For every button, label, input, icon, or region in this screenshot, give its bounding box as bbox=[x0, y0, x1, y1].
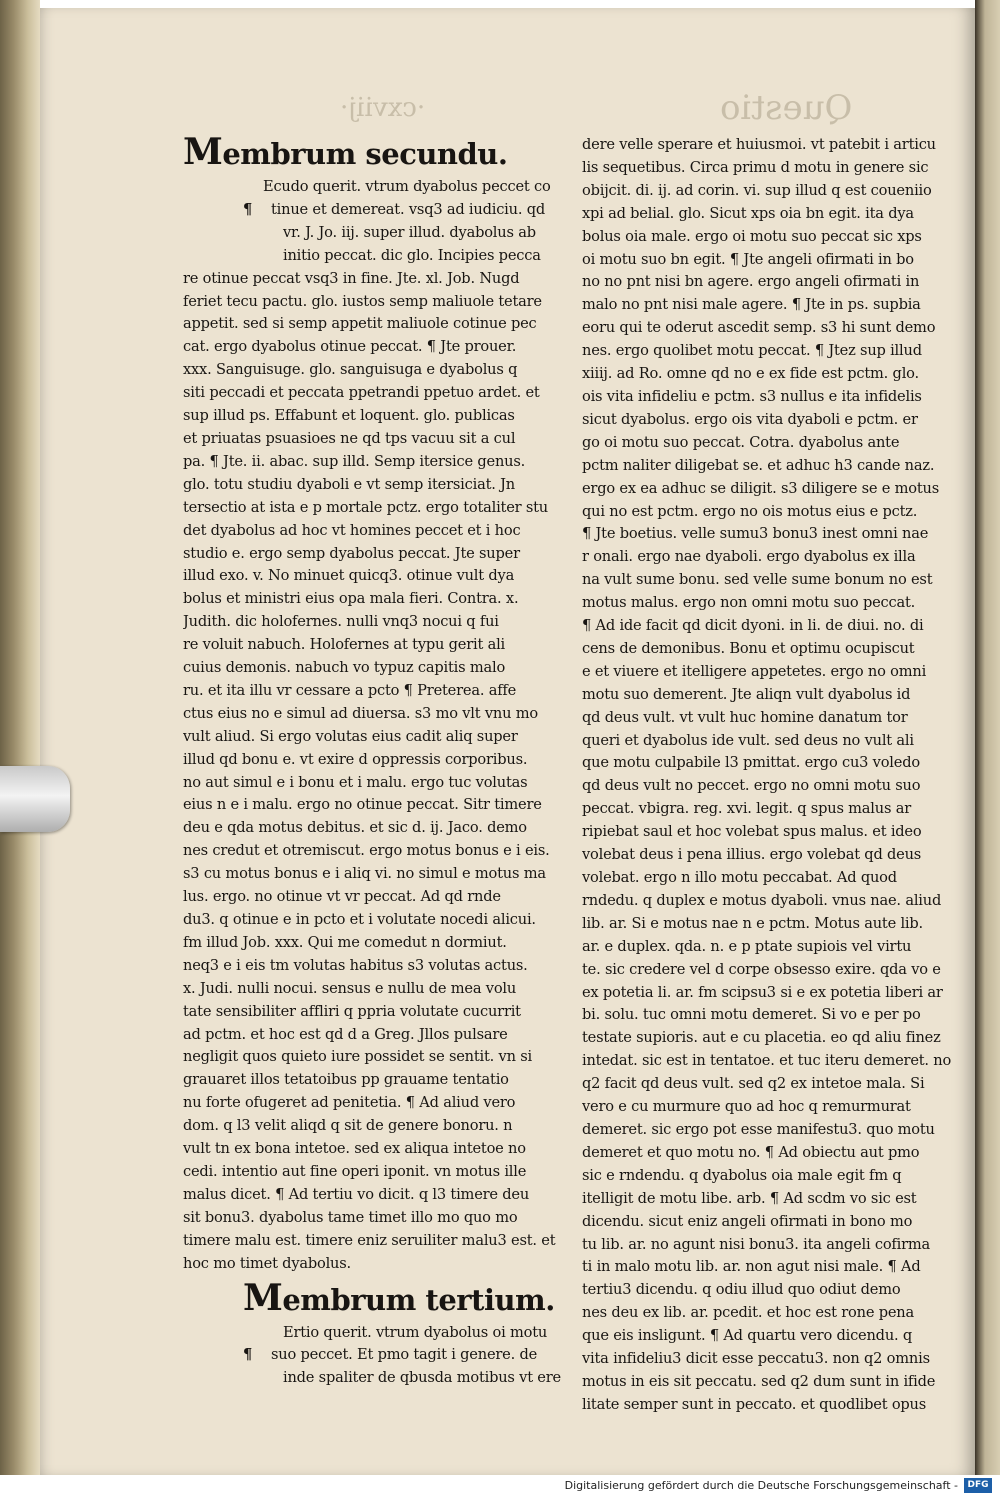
text-line-content: illud qd bonu e. vt exire d oppressis corporibus. bbox=[183, 750, 528, 768]
text-line-content: grauaret illos tetatoibus pp grauame tentatio bbox=[183, 1071, 509, 1089]
text-line-content: lis sequetibus. Circa primu d motu in genere sic bbox=[582, 158, 929, 176]
text-line bbox=[582, 501, 960, 524]
text-line bbox=[183, 199, 561, 222]
left-text-column bbox=[183, 130, 561, 1390]
text-line bbox=[183, 245, 561, 268]
text-line bbox=[183, 840, 561, 863]
text-line-content: vult tn ex bona intetoe. sed ex aliqua intetoe no bbox=[183, 1140, 526, 1158]
text-line bbox=[183, 1230, 561, 1253]
text-line bbox=[582, 798, 960, 821]
text-line bbox=[582, 363, 960, 386]
text-line-content: siti peccadi et peccata ppetrandi ppetuo ardet. et bbox=[183, 384, 540, 402]
text-line bbox=[582, 386, 960, 409]
text-line-content: Ertio querit. vtrum dyabolus oi motu bbox=[283, 1323, 548, 1341]
text-line bbox=[183, 955, 561, 978]
text-line-content: x. Judi. nulli nocui. sensus e nullu de mea volu bbox=[183, 979, 517, 997]
text-line-content: motus malus. ergo non omni motu suo peccat. bbox=[582, 594, 916, 612]
text-line bbox=[183, 405, 561, 428]
text-line-content: qd deus vult. vt vult huc homine danatum tor bbox=[582, 708, 908, 726]
text-line-content: fm illud Job. xxx. Qui me comedut n dormiut. bbox=[183, 933, 507, 951]
text-line bbox=[183, 1138, 561, 1161]
text-line bbox=[582, 1394, 960, 1417]
text-line bbox=[183, 794, 561, 817]
text-line bbox=[183, 497, 561, 520]
text-line-content: motus in eis sit peccatu. sed q2 dum sunt in ifide bbox=[582, 1372, 936, 1390]
text-line bbox=[183, 520, 561, 543]
text-line bbox=[582, 180, 960, 203]
text-line bbox=[582, 959, 960, 982]
text-line bbox=[582, 1188, 960, 1211]
text-line-content: litate semper sunt in peccato. et quodlibet opus bbox=[582, 1395, 927, 1413]
text-line bbox=[582, 1279, 960, 1302]
text-line bbox=[183, 313, 561, 336]
text-line-content: vr. J. Jo. iij. super illud. dyabolus ab bbox=[283, 223, 536, 241]
text-line-content: bi. solu. tuc omni motu demeret. Si vo e per po bbox=[582, 1006, 921, 1024]
text-line bbox=[582, 1211, 960, 1234]
text-line-content: rndedu. q duplex e motus dyaboli. vnus nae. aliud bbox=[582, 891, 942, 909]
text-line bbox=[582, 1027, 960, 1050]
text-line-content: et priuatas psuasioes ne qd tps vacuu sit a cul bbox=[183, 429, 516, 447]
text-line-content: demeret et quo motu no. ¶ Ad obiectu aut pmo bbox=[582, 1143, 920, 1161]
text-line bbox=[582, 203, 960, 226]
text-line-content: nu forte ofugeret ad penitetia. ¶ Ad aliud vero bbox=[183, 1094, 516, 1112]
text-line bbox=[183, 291, 561, 314]
text-line bbox=[183, 1046, 561, 1069]
text-line-content: du3. q otinue e in pcto et i volutate nocedi alicui. bbox=[183, 911, 536, 928]
text-line-content: tersectio at ista e p mortale pctz. ergo totaliter stu bbox=[183, 498, 549, 516]
text-line bbox=[582, 1348, 960, 1371]
text-line-content: studio e. ergo semp dyabolus peccat. Jte super bbox=[183, 544, 520, 562]
text-line bbox=[183, 909, 561, 932]
right-column-lines bbox=[582, 134, 960, 1417]
text-line-content: initio peccat. dic glo. Incipies pecca bbox=[283, 246, 541, 264]
text-line-content: ex potetia li. ar. fm scipsu3 si e ex potetia liberi ar bbox=[582, 983, 943, 1001]
text-line-content: oi motu suo bn egit. ¶ Jte angeli ofirmati in bo bbox=[582, 250, 914, 268]
text-line-content: re otinue peccat vsq3 in fine. Jte. xl. Job. Nugd bbox=[183, 269, 520, 287]
text-line-content: tate sensibiliter affliri q ppria volutate cucurrit bbox=[183, 1002, 521, 1020]
text-line bbox=[582, 1234, 960, 1257]
text-line-content: ar. e duplex. qda. n. e p ptate supiois vel virtu bbox=[582, 937, 912, 955]
text-line bbox=[183, 382, 561, 405]
text-line-content: malus dicet. ¶ Ad tertiu vo dicit. q l3 timere deu bbox=[183, 1185, 530, 1203]
text-line bbox=[582, 249, 960, 272]
section-heading-tertium bbox=[183, 1276, 561, 1322]
text-line-content: go oi motu suo peccat. Cotra. dyabolus ante bbox=[582, 433, 900, 451]
text-line-content: ois vita infideliu e pctm. s3 nullus e ita infidelis bbox=[582, 387, 922, 405]
text-line-content: ergo ex ea adhuc se diligit. s3 diligere se e motus bbox=[582, 479, 939, 497]
text-line bbox=[183, 1001, 561, 1024]
text-line bbox=[582, 134, 960, 157]
text-line bbox=[183, 817, 561, 840]
text-line-content: sup illud ps. Effabunt et loquent. glo. publicas bbox=[183, 407, 515, 425]
text-line-content: ru. et ita illu vr cessare a pcto ¶ Preterea. affe bbox=[183, 681, 517, 699]
ghost-running-header: Questio bbox=[720, 88, 853, 128]
text-line bbox=[183, 359, 561, 382]
text-line-content: ctus eius no e simul ad diuersa. s3 mo vlt vnu mo bbox=[183, 704, 538, 722]
text-line bbox=[582, 707, 960, 730]
text-line-content: volebat deus i pena illius. ergo volebat qd deus bbox=[582, 846, 922, 864]
ghost-folio-number: ·cxviij· bbox=[340, 93, 426, 123]
text-line-content: lus. ergo. no otinue vt vr peccat. Ad qd rnde bbox=[183, 888, 501, 906]
text-line-content: intedat. sic est in tentatoe. et tuc iteru demeret. no bbox=[582, 1052, 952, 1070]
text-line-content: ad pctm. et hoc est qd d a Greg. Jllos pulsare bbox=[183, 1025, 508, 1043]
right-text-column bbox=[582, 134, 960, 1417]
text-line bbox=[183, 680, 561, 703]
text-line-content: qd deus vult no peccet. ergo no omni motu suo bbox=[582, 777, 921, 795]
text-line-content: s3 cu motus bonus e i aliq vi. no simul e motus ma bbox=[183, 865, 546, 883]
text-line-content: lib. ar. Si e motus nae n e pctm. Motus aute lib. bbox=[582, 914, 923, 932]
text-line-content: peccat. vbigra. reg. xvi. legit. q spus malus ar bbox=[582, 800, 911, 818]
text-line-content: inde spaliter de qbusda motibus vt ere bbox=[283, 1369, 561, 1387]
text-line bbox=[582, 913, 960, 936]
text-line bbox=[582, 455, 960, 478]
footer-credit: Digitalisierung gefördert durch die Deutsche Forschungsgemeinschaft - bbox=[564, 1479, 958, 1492]
text-line bbox=[183, 1207, 561, 1230]
text-line-content: tinue et demereat. vsq3 ad iudiciu. qd bbox=[271, 200, 546, 218]
heading-initial: M bbox=[183, 131, 223, 173]
text-line-content: e et viuere et itelligere appetetes. ergo no omni bbox=[582, 662, 927, 680]
text-line-content: r onali. ergo nae dyaboli. ergo dyabolus ex illa bbox=[582, 548, 916, 566]
text-line bbox=[582, 1165, 960, 1188]
text-line bbox=[582, 867, 960, 890]
text-line-content: re voluit nabuch. Holofernes at typu gerit ali bbox=[183, 636, 506, 654]
text-line bbox=[582, 821, 960, 844]
text-line-content: timere malu est. timere eniz seruiliter malu3 est. et bbox=[183, 1231, 556, 1249]
text-line bbox=[582, 317, 960, 340]
text-line-content: testate supioris. aut e cu placetia. eo qd aliu finez bbox=[582, 1029, 941, 1047]
text-line-content: tertiu3 dicendu. q odiu illud quo odiut demo bbox=[582, 1281, 901, 1299]
text-line bbox=[183, 1367, 561, 1390]
text-line-content: ripiebat saul et hoc volebat spus malus. et ideo bbox=[582, 823, 922, 841]
text-line-content: neq3 e i eis tm volutas habitus s3 volutas actus. bbox=[183, 956, 528, 974]
text-line bbox=[582, 1302, 960, 1325]
text-line-content: nes. ergo quolibet motu peccat. ¶ Jtez sup illud bbox=[582, 342, 922, 360]
paragraph-marker: ¶ bbox=[243, 1346, 253, 1364]
text-line bbox=[582, 615, 960, 638]
text-line-content: qui no est pctm. ergo no ois motus eius e pctz. bbox=[582, 502, 918, 520]
text-line-content: appetit. sed si semp appetit maliuole cotinue pec bbox=[183, 315, 537, 333]
text-line bbox=[183, 176, 561, 199]
text-line bbox=[582, 638, 960, 661]
text-line bbox=[183, 1344, 561, 1367]
text-line bbox=[582, 684, 960, 707]
text-line bbox=[582, 432, 960, 455]
section-heading-secundum bbox=[183, 130, 561, 176]
text-line bbox=[183, 474, 561, 497]
text-line bbox=[582, 661, 960, 684]
text-line-content: obijcit. di. ij. ad corin. vi. sup illud q est coueniio bbox=[582, 181, 932, 199]
text-line bbox=[582, 890, 960, 913]
text-line-content: ti in malo motu lib. ar. non agut nisi male. ¶ Ad bbox=[582, 1258, 921, 1276]
text-line bbox=[183, 1161, 561, 1184]
book-spine-edge bbox=[0, 0, 40, 1475]
text-line bbox=[582, 1325, 960, 1348]
text-line-content: ¶ Jte boetius. velle sumu3 bonu3 inest omni nae bbox=[582, 525, 929, 543]
text-line-content: motu suo demerent. Jte aliqn vult dyabolus id bbox=[582, 685, 911, 703]
text-line-content: no no pnt nisi bn agere. ergo angeli ofirmati in bbox=[582, 273, 920, 291]
text-line-content: no aut simul e i bonu et i malu. ergo tuc volutas bbox=[183, 773, 528, 791]
text-line bbox=[183, 336, 561, 359]
text-line-content: nes credut et otremiscut. ergo motus bonus e i eis. bbox=[183, 842, 550, 860]
text-line bbox=[183, 268, 561, 291]
heading2-initial: M bbox=[243, 1276, 283, 1319]
text-line-content: vita infideliu3 dicit esse peccatu3. non q2 omnis bbox=[582, 1350, 930, 1368]
text-line-content: det dyabolus ad hoc vt homines peccet et i hoc bbox=[183, 521, 521, 539]
text-line-content: eoru qui te oderut ascedit semp. s3 hi sunt demo bbox=[582, 319, 936, 337]
text-line bbox=[582, 1142, 960, 1165]
text-line-content: deu e qda motus debitus. et sic d. ij. Jaco. demo bbox=[183, 819, 527, 837]
text-line-content: itelligit de motu libe. arb. ¶ Ad scdm vo sic est bbox=[582, 1189, 917, 1207]
text-line-content: demeret. sic ergo pot esse manifestu3. quo motu bbox=[582, 1120, 935, 1138]
text-line-content: cuius demonis. nabuch vo typuz capitis malo bbox=[183, 659, 506, 677]
text-line-content: na vult sume bonu. sed velle sume bonum no est bbox=[582, 571, 933, 589]
text-line-content: volebat. ergo n illo motu peccabat. Ad quod bbox=[582, 869, 897, 886]
text-line bbox=[183, 886, 561, 909]
text-line-content: vero e cu murmure quo ad hoc q remurmurat bbox=[582, 1098, 911, 1116]
text-line bbox=[183, 1024, 561, 1047]
text-line bbox=[183, 1184, 561, 1207]
text-line-content: cedi. intentio aut fine operi iponit. vn motus ille bbox=[183, 1162, 527, 1180]
text-line bbox=[582, 523, 960, 546]
text-line bbox=[183, 1069, 561, 1092]
text-line bbox=[183, 657, 561, 680]
text-line bbox=[183, 1092, 561, 1115]
text-line-content: cat. ergo dyabolus otinue peccat. ¶ Jte prouer. bbox=[183, 338, 517, 356]
text-line-content: que motu culpabile l3 pmittat. ergo cu3 voledo bbox=[582, 754, 920, 772]
text-line bbox=[582, 936, 960, 959]
page-clip bbox=[0, 766, 70, 832]
text-line-content: pa. ¶ Jte. ii. abac. sup illd. Semp itersice genus. bbox=[183, 452, 526, 470]
text-line bbox=[183, 1115, 561, 1138]
text-line bbox=[582, 569, 960, 592]
text-line bbox=[582, 1050, 960, 1073]
text-line bbox=[183, 772, 561, 795]
text-line bbox=[183, 634, 561, 657]
text-line bbox=[582, 1256, 960, 1279]
text-line-content: te. sic credere vel d corpe obsesso exire. qda vo e bbox=[582, 960, 941, 978]
text-line bbox=[582, 478, 960, 501]
text-line bbox=[183, 611, 561, 634]
text-line bbox=[183, 588, 561, 611]
text-line-content: sit bonu3. dyabolus tame timet illo mo quo mo bbox=[183, 1208, 518, 1226]
text-line bbox=[582, 592, 960, 615]
text-line-content: ¶ Ad ide facit qd dicit dyoni. in li. de diui. no. di bbox=[582, 617, 924, 635]
text-line-content: feriet tecu pactu. glo. iustos semp maliuole tetare bbox=[183, 292, 542, 310]
text-line bbox=[582, 1096, 960, 1119]
text-line-content: dicendu. sicut eniz angeli ofirmati in bono mo bbox=[582, 1212, 913, 1230]
heading2-text: embrum tertium. bbox=[282, 1282, 555, 1317]
text-line-content: queri et dyabolus ide vult. sed deus no vult ali bbox=[582, 731, 914, 749]
text-line-content: cens de demonibus. Bonu et optimu ocupiscut bbox=[582, 639, 915, 657]
digitization-footer bbox=[0, 1475, 1000, 1498]
text-line-content: hoc mo timet dyabolus. bbox=[183, 1254, 351, 1272]
paragraph-marker: ¶ bbox=[243, 200, 253, 218]
text-line bbox=[183, 749, 561, 772]
text-line bbox=[183, 1253, 561, 1276]
text-line bbox=[582, 844, 960, 867]
text-line-content: pctm naliter diligebat se. et adhuc h3 cande naz. bbox=[582, 456, 935, 474]
text-line bbox=[582, 1073, 960, 1096]
text-line-content: Judith. dic holofernes. nulli vnq3 nocui q fui bbox=[183, 613, 499, 631]
text-line bbox=[183, 1322, 561, 1345]
text-line bbox=[183, 703, 561, 726]
text-line bbox=[183, 863, 561, 886]
text-line bbox=[582, 1371, 960, 1394]
text-line-content: bolus oia male. ergo oi motu suo peccat sic xps bbox=[582, 227, 922, 245]
text-line-content: xiiij. ad Ro. omne qd no e ex fide est pctm. glo. bbox=[582, 365, 919, 383]
text-line bbox=[183, 726, 561, 749]
text-line bbox=[582, 157, 960, 180]
dfg-logo-icon: DFG bbox=[964, 1478, 992, 1493]
text-line-content: negligit quos quieto iure possidet se sentit. vn si bbox=[183, 1048, 532, 1066]
heading-text: embrum secundu. bbox=[222, 137, 508, 171]
text-line-content: xpi ad belial. glo. Sicut xps oia bn egit. ita dya bbox=[582, 204, 914, 222]
text-line bbox=[183, 451, 561, 474]
text-line-content: Ecudo querit. vtrum dyabolus peccet co bbox=[263, 178, 551, 195]
text-line-content: malo no pnt nisi male agere. ¶ Jte in ps. supbia bbox=[582, 296, 921, 314]
text-line bbox=[582, 982, 960, 1005]
text-line bbox=[183, 428, 561, 451]
next-page-edge bbox=[975, 0, 1000, 1475]
text-line bbox=[582, 226, 960, 249]
text-line bbox=[582, 409, 960, 432]
text-line-content: xxx. Sanguisuge. glo. sanguisuga e dyabolus q bbox=[183, 361, 518, 379]
text-line bbox=[183, 222, 561, 245]
text-line bbox=[582, 340, 960, 363]
left-column-lines-tertium bbox=[183, 1322, 561, 1391]
text-line bbox=[582, 294, 960, 317]
text-line bbox=[183, 978, 561, 1001]
text-line bbox=[582, 1119, 960, 1142]
text-line-content: illud exo. v. No minuet quicq3. otinue vult dya bbox=[183, 567, 515, 585]
text-line-content: q2 facit qd deus vult. sed q2 ex intetoe mala. Si bbox=[582, 1075, 925, 1093]
text-line bbox=[582, 546, 960, 569]
text-line bbox=[582, 730, 960, 753]
text-line-content: glo. totu studiu dyaboli e vt semp itersiciat. Jn bbox=[183, 475, 515, 493]
text-line-content: tu lib. ar. no agunt nisi bonu3. ita angeli cofirma bbox=[582, 1235, 930, 1253]
text-line-content: vult aliud. Si ergo volutas eius cadit aliq super bbox=[183, 727, 518, 745]
text-line-content: dom. q l3 velit aliqd q sit de genere bonoru. n bbox=[183, 1117, 513, 1135]
text-line-content: que eis insligunt. ¶ Ad quartu vero dicendu. q bbox=[582, 1327, 913, 1345]
text-line-content: eius n e i malu. ergo no otinue peccat. Sitr timere bbox=[183, 796, 542, 814]
text-line bbox=[582, 271, 960, 294]
text-line-content: sicut dyabolus. ergo ois vita dyaboli e pctm. er bbox=[582, 410, 918, 428]
text-line bbox=[582, 775, 960, 798]
text-line bbox=[582, 752, 960, 775]
text-line bbox=[183, 932, 561, 955]
text-line-content: sic e rndendu. q dyabolus oia male egit fm q bbox=[582, 1166, 902, 1184]
text-line bbox=[183, 565, 561, 588]
left-column-lines bbox=[183, 176, 561, 1276]
text-line-content: bolus et ministri eius opa mala fieri. Contra. x. bbox=[183, 590, 519, 608]
text-line-content: nes deu ex lib. ar. pcedit. et hoc est rone pena bbox=[582, 1304, 914, 1322]
text-line-content: dere velle sperare et huiusmoi. vt patebit i articu bbox=[582, 136, 936, 153]
text-line bbox=[582, 1004, 960, 1027]
text-line-content: suo peccet. Et pmo tagit i genere. de bbox=[271, 1346, 538, 1364]
text-line bbox=[183, 543, 561, 566]
